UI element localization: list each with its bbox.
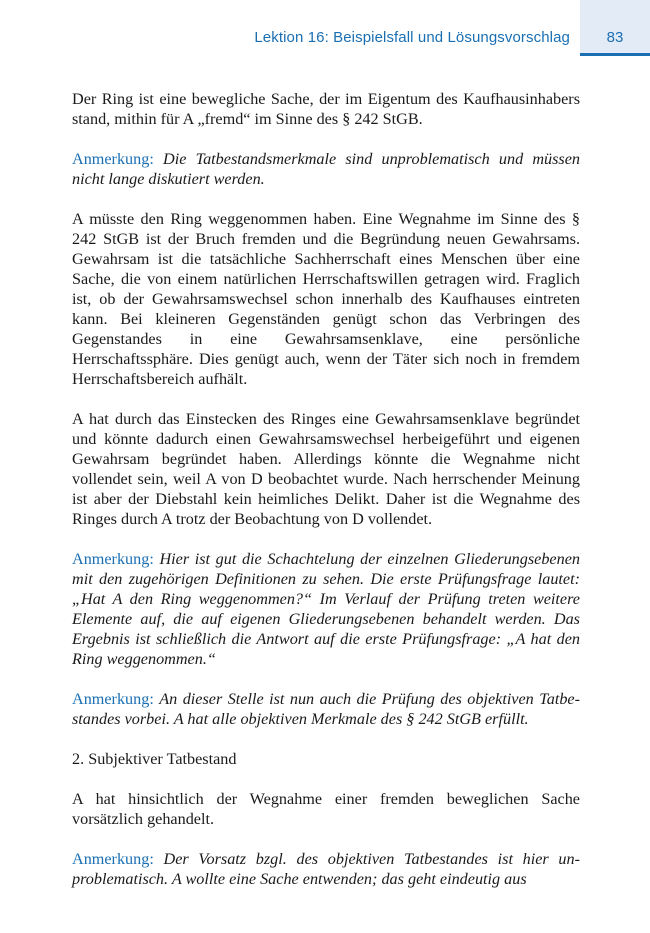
paragraph-vorsatz: A hat hinsichtlich der Wegnahme einer fremden beweglichen Sache vorsätzlich gehandelt. bbox=[72, 790, 580, 828]
note-label: Anmerkung: bbox=[72, 550, 154, 568]
note-label: Anmerkung: bbox=[72, 850, 154, 868]
note-tatbestandsmerkmale bbox=[72, 149, 580, 189]
page-header bbox=[0, 0, 650, 58]
note-text: Die Tatbestandsmerkmale sind unproblematisch und müssen nicht lange diskutiert werden. bbox=[72, 150, 581, 188]
section-heading-subjektiver-tatbestand: 2. Subjektiver Tatbestand bbox=[72, 750, 237, 768]
note-text: An dieser Stelle ist nun auch die Prüfung des objektiven Tatbestandes vorbei. A hat alle objektiven Merkmale des § 242 StGB erfüllt. bbox=[72, 690, 580, 728]
note-vorsatz bbox=[72, 849, 580, 889]
paragraph-ring-fremd: Der Ring ist eine bewegliche Sache, der im Eigentum des Kaufhausinhabers stand, mithin für A „fremd“ im Sinne des § 242 StGB. bbox=[72, 90, 580, 128]
running-header-title: Lektion 16: Beispielsfall und Lösungsvorschlag bbox=[254, 29, 570, 46]
note-label: Anmerkung: bbox=[72, 690, 154, 708]
page-number-box bbox=[580, 0, 650, 56]
note-text: Hier ist gut die Schachtelung der einzelnen Gliederungsebenen mit den zugehörigen Definitionen zu sehen. Die erste Prüfungsfrage lautet: „Hat A den Ring weggenommen?“ Im Verlauf der Prüfung treten weitere Elemente auf, die auf eigenen Gliederungsebenen behandelt werden. Das Ergebnis ist schließlich die Antwort auf die erste Prüfungsfrage: „A hat den Ring weggenommen.“ bbox=[72, 550, 580, 668]
note-text: Der Vorsatz bzgl. des objektiven Tatbestandes ist hier unproblematisch. A wollte eine Sache entwenden; das geht eindeutig aus bbox=[72, 850, 580, 888]
body-text bbox=[72, 89, 580, 889]
page-number: 83 bbox=[606, 29, 624, 46]
note-schachtelung bbox=[72, 549, 580, 669]
note-objektiver-tatbestand bbox=[72, 689, 580, 729]
paragraph-wegnahme: A müsste den Ring weggenommen haben. Eine Wegnahme im Sinne des § 242 StGB ist der Bruch fremden und die Begründung neuen Gewahrsams. Gewahrsam ist die tatsächliche Sachherrschaft eines Menschen über eine Sache, die von einem natürlichen Herrschaftswillen getragen wird. Fraglich ist, ob der Gewahrsamswechsel schon innerhalb des Kaufhauses eintreten kann. Bei kleineren Gegenständen genügt schon das Verbringen des Gegenstandes in eine Gewahrsamsenklave, eine persönliche Herrschaftssphäre. Dies genügt auch, wenn der Täter sich noch in fremdem Herrschaftsbereich aufhält. bbox=[72, 210, 580, 388]
note-label: Anmerkung: bbox=[72, 150, 154, 168]
paragraph-gewahrsamsenklave: A hat durch das Einstecken des Ringes eine Gewahrsamsenklave begründet und könnte dadurch einen Gewahrsamswechsel herbeigeführt und eigenen Gewahrsam begründet haben. Allerdings könnte die Wegnahme nicht vollendet sein, weil A von D beobachtet wurde. Nach herrschender Meinung ist aber der Diebstahl kein heimliches Delikt. Daher ist die Wegnahme des Ringes durch A trotz der Beobachtung von D vollendet. bbox=[72, 410, 580, 528]
